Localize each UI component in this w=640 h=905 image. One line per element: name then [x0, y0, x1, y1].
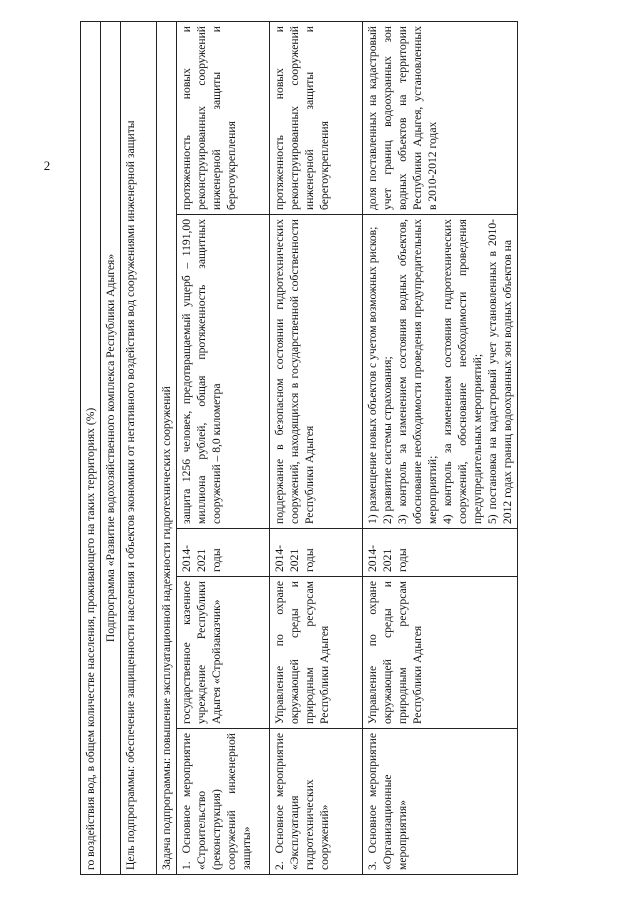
measure-period-cell: 2014-2021 годы: [177, 529, 270, 577]
page-number: 2: [43, 158, 51, 173]
measure-name-cell: 1. Основное мероприятие «Строительство (реконструкция) сооружений инженерной защиты»: [177, 729, 270, 875]
measure-executor-cell: Управление по охране окружающей среды и природным ресурсам Республики Адыгея: [363, 577, 518, 729]
program-measures-table: [80, 21, 518, 875]
table-row-task: [157, 22, 177, 875]
table-row: [270, 22, 363, 875]
measure-result-cell: [363, 215, 518, 529]
task-cell: Задача подпрограммы: повышение эксплуатационной надежности гидротехнических сооружений: [157, 22, 177, 875]
measure-indicator-cell: доля поставленных на кадастровый учет границ водоохранных зон водных объектов на территории Республики Адыгея, установленных в 2010-2012 годах: [363, 22, 518, 215]
result-list-item: 1) размещение новых объектов с учетом возможных рисков;: [366, 226, 379, 524]
table-row-top-line: [81, 22, 101, 875]
result-list-item: 4) контроль за изменением состояния гидротехнических сооружений, обоснование необходимости проведения предупредительных мероприятий;: [441, 219, 484, 524]
measure-period-cell: 2014-2021 годы: [270, 529, 363, 577]
rotated-table-container: [80, 22, 605, 875]
top-line-cell: го воздействия вод, в общем количестве населения, проживающего на таких территориях (%): [81, 22, 101, 875]
measure-result-cell: защита 1256 человек, предотвращаемый ущерб – 1191,00 миллиона рублей, общая протяженность защитных сооружений – 8,0 километра: [177, 215, 270, 529]
table-row: [363, 22, 518, 875]
measure-period-cell: 2014-2021 годы: [363, 529, 518, 577]
goal-cell: Цель подпрограммы: обеспечение защищенности населения и объектов экономики от негативного воздействия вод сооружениями инженерной защиты: [121, 22, 157, 875]
measure-executor-cell: государственное казенное учреждение Республики Адыгея «Стройзаказчик»: [177, 577, 270, 729]
measure-executor-cell: Управление по охране окружающей среды и природным ресурсам Республики Адыгея: [270, 577, 363, 729]
result-list-item: 3) контроль за изменением состояния водных объектов, обоснование необходимости проведения предупредительных мероприятий;: [396, 219, 439, 524]
result-list-item: 2) развитие системы страхования;: [381, 356, 394, 524]
table-row-goal: [121, 22, 157, 875]
measure-result-cell: поддержание в безопасном состоянии гидротехнических сооружений, находящихся в государственной собственности Республики Адыгея: [270, 215, 363, 529]
result-list-item: 5) постановка на кадастровый учет установленных в 2010-2012 годах границ водоохранных зон водных объектов на: [486, 219, 514, 524]
table-row-subprogram-title: [101, 22, 121, 875]
measure-indicator-cell: протяженность новых и реконструированных сооружений инженерной защиты и берегоукрепления: [177, 22, 270, 215]
measure-indicator-cell: протяженность новых и реконструированных сооружений инженерной защиты и берегоукрепления: [270, 22, 363, 215]
measure-name-cell: 3. Основное мероприятие «Организационные мероприятия»: [363, 729, 518, 875]
subprogram-title-cell: Подпрограмма «Развитие водохозяйственного комплекса Республики Адыгея»: [101, 22, 121, 875]
table-row: [177, 22, 270, 875]
measure-name-cell: 2. Основное мероприятие «Эксплуатация гидротехнических сооружений»: [270, 729, 363, 875]
